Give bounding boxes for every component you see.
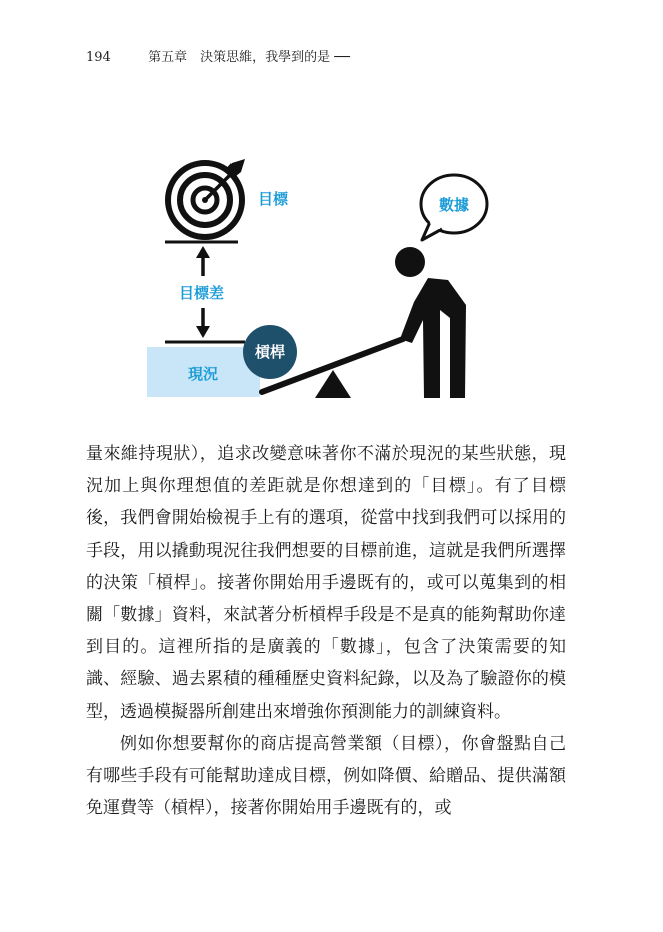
up-arrow-icon bbox=[196, 246, 210, 258]
down-arrow-icon bbox=[196, 326, 210, 338]
paragraph: 量來維持現狀），追求改變意味著你不滿於現況的某些狀態，現況加上與你理想值的差距就是你想達到的「目標」。有了目標後，我們會開始檢視手上有的選項，從當中找到我們可以採用的手段，用以撬動現況往我們想要的目標前進，這就是我們所選擇的決策「槓桿」。接著你開始用手邊既有的，或可以蒐集到的相關「數據」資料，來試著分析槓桿手段是不是真的能夠幫助你達到目的。這裡所指的是廣義的「數據」，包含了決策需要的知識、經驗、過去累積的種種歷史資料紀錄，以及為了驗證你的模型，透過模擬器所創建出來增強你預測能力的訓練資料。 bbox=[86, 444, 566, 722]
lever-label: 槓桿 bbox=[255, 343, 286, 361]
page-number: 194 bbox=[86, 50, 111, 65]
person-icon bbox=[395, 247, 466, 398]
data-label: 數據 bbox=[439, 196, 470, 214]
chapter-title: 第五章 決策思維，我學到的是 ── bbox=[148, 50, 350, 65]
current-label: 現況 bbox=[188, 365, 219, 383]
fulcrum-icon bbox=[315, 370, 351, 398]
decision-lever-figure bbox=[0, 0, 663, 420]
target-label: 目標 bbox=[258, 190, 289, 208]
body-text bbox=[86, 438, 566, 824]
gap-label: 目標差 bbox=[179, 284, 225, 302]
paragraph: 例如你想要幫你的商店提高營業額（目標），你會盤點自己有哪些手段有可能幫助達成目標，例如降價、給贈品、提供滿額免運費等（槓桿），接著你開始用手邊既有的，或 bbox=[86, 733, 566, 819]
